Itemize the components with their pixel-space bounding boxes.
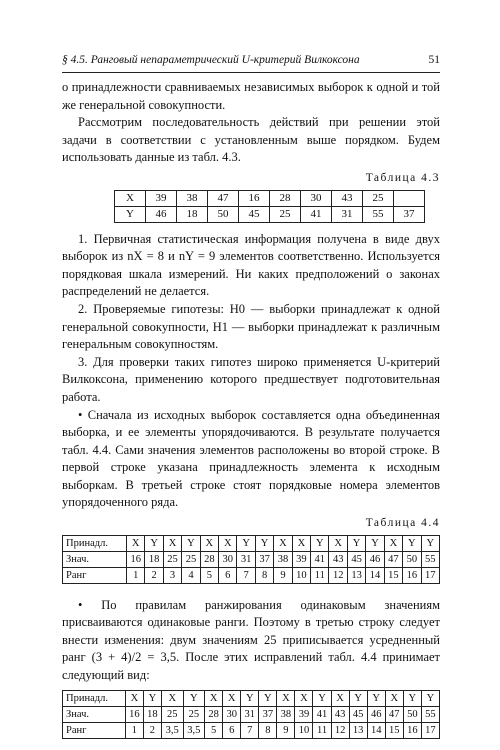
- table-cell: 13: [349, 722, 367, 738]
- table-cell: 8: [259, 722, 277, 738]
- table-cell: 37: [255, 551, 273, 567]
- table-cell: [394, 190, 425, 206]
- table-cell: X: [163, 535, 181, 551]
- row-header-cell: Знач.: [63, 706, 126, 722]
- table-cell: 30: [301, 190, 332, 206]
- table-row: [63, 690, 440, 706]
- table-cell: 16: [239, 190, 270, 206]
- table-cell: Y: [403, 690, 421, 706]
- table-cell: 16: [127, 551, 145, 567]
- table-cell: 17: [421, 722, 439, 738]
- table-cell: 25: [363, 190, 394, 206]
- table-cell: 3,5: [161, 722, 183, 738]
- table-cell: 14: [366, 567, 384, 583]
- table-row: [115, 206, 425, 222]
- table-cell: 2: [143, 722, 161, 738]
- page-number: 51: [428, 54, 440, 66]
- table-cell: 16: [403, 567, 421, 583]
- header-rule: [62, 72, 440, 73]
- table-cell: 3: [163, 567, 181, 583]
- table-cell: 47: [208, 190, 239, 206]
- table-cell: Y: [145, 535, 163, 551]
- table-row: [115, 190, 425, 206]
- table-cell: 28: [200, 551, 218, 567]
- table-cell: 10: [295, 722, 313, 738]
- table-cell: X: [331, 690, 349, 706]
- table-cell: 18: [145, 551, 163, 567]
- table-cell: 10: [292, 567, 310, 583]
- table-cell: Y: [421, 690, 439, 706]
- row-header-cell: Y: [115, 206, 146, 222]
- table-cell: 7: [237, 567, 255, 583]
- paragraph: • Сначала из исходных выборок составляется одна объединенная выборка, и ее элементы упорядочиваются. В результате получается табл. 4.4. Сами значения элементов расположены во второй строке. В первой строке указана принадлежность элемента к исходным выборкам. В третьей строке стоят порядковые номера элементов упорядоченного ряда.: [62, 407, 440, 510]
- table-cell: X: [329, 535, 347, 551]
- table-cell: 16: [125, 706, 143, 722]
- table-cell: 30: [219, 551, 237, 567]
- table-cell: 9: [274, 567, 292, 583]
- table-cell: 25: [161, 706, 183, 722]
- table-cell: Y: [143, 690, 161, 706]
- table-cell: 2: [145, 567, 163, 583]
- paragraph: 2. Проверяемые гипотезы: H0 — выборки принадлежат к одной генеральной совокупности, H1 — выборки принадлежат к различным генеральным совокупностям.: [62, 301, 440, 352]
- row-header-cell: Принадл.: [63, 690, 126, 706]
- row-header-cell: Принадл.: [63, 535, 127, 551]
- table-cell: X: [277, 690, 295, 706]
- table-cell: 18: [143, 706, 161, 722]
- table-cell: 39: [292, 551, 310, 567]
- table-cell: Y: [349, 690, 367, 706]
- page-body: [62, 79, 440, 747]
- table-cell: X: [295, 690, 313, 706]
- table-cell: 1: [125, 722, 143, 738]
- table-cell: 28: [205, 706, 223, 722]
- table-cell: 13: [347, 567, 365, 583]
- table-cell: 41: [311, 551, 329, 567]
- table-cell: 55: [421, 551, 439, 567]
- table-cell: 38: [277, 706, 295, 722]
- table-cell: Y: [255, 535, 273, 551]
- table-cell: 18: [177, 206, 208, 222]
- table-cell: 12: [329, 567, 347, 583]
- table-cell: 28: [270, 190, 301, 206]
- table-cell: Y: [237, 535, 255, 551]
- table-cell: 47: [385, 706, 403, 722]
- table-cell: Y: [403, 535, 421, 551]
- table-cell: 38: [274, 551, 292, 567]
- table-row: [63, 567, 440, 583]
- table-cell: X: [384, 535, 402, 551]
- row-header-cell: X: [115, 190, 146, 206]
- table-cell: 50: [208, 206, 239, 222]
- table-cell: 55: [363, 206, 394, 222]
- table-cell: 41: [301, 206, 332, 222]
- table-cell: Y: [313, 690, 331, 706]
- data-table-4-3: [114, 190, 425, 223]
- table-cell: 37: [394, 206, 425, 222]
- table-cell: 25: [270, 206, 301, 222]
- table-cell: 39: [146, 190, 177, 206]
- table-cell: 43: [331, 706, 349, 722]
- table-cell: X: [200, 535, 218, 551]
- paragraph: Рассмотрим последовательность действий при решении этой задачи в соответствии с установленным выше порядком. Будем использовать данные из табл. 4.3.: [62, 115, 440, 165]
- table-cell: Y: [347, 535, 365, 551]
- table-cell: 7: [241, 722, 259, 738]
- table-cell: 30: [223, 706, 241, 722]
- table-cell: 50: [403, 706, 421, 722]
- table-cell: 14: [367, 722, 385, 738]
- table-cell: 45: [347, 551, 365, 567]
- table-cell: X: [219, 535, 237, 551]
- data-table-ranked: [62, 690, 440, 739]
- table-cell: 8: [255, 567, 273, 583]
- table-cell: X: [223, 690, 241, 706]
- table-cell: 46: [366, 551, 384, 567]
- table-row: [63, 706, 440, 722]
- table-cell: X: [292, 535, 310, 551]
- running-title: § 4.5. Ранговый непараметрический U-критерий Вилкоксона: [62, 54, 360, 66]
- table-cell: 11: [313, 722, 331, 738]
- table-cell: 6: [219, 567, 237, 583]
- paragraph: 3. Для проверки таких гипотез широко применяется U-критерий Вилкоксона, применению которого предшествует подготовительная работа.: [62, 354, 440, 404]
- running-header: [62, 54, 440, 66]
- table-cell: Y: [311, 535, 329, 551]
- table-cell: Y: [183, 690, 205, 706]
- table-cell: Y: [367, 690, 385, 706]
- table-cell: 15: [384, 567, 402, 583]
- table-cell: 37: [259, 706, 277, 722]
- table-cell: X: [127, 535, 145, 551]
- table-cell: 47: [384, 551, 402, 567]
- table-cell: 3,5: [183, 722, 205, 738]
- table-cell: 43: [332, 190, 363, 206]
- table-cell: 25: [163, 551, 181, 567]
- table-cell: 9: [277, 722, 295, 738]
- table-caption: Таблица 4.3: [365, 171, 440, 184]
- table-cell: 41: [313, 706, 331, 722]
- row-header-cell: Знач.: [63, 551, 127, 567]
- paragraph: 1. Первичная статистическая информация получена в виде двух выборок из nX = 8 и nY = 9 элементов соответственно. Используется порядковая шкала измерений. Ни каких предположений о законах распределений не делается.: [62, 231, 440, 299]
- table-cell: 38: [177, 190, 208, 206]
- table-cell: X: [385, 690, 403, 706]
- table-cell: X: [205, 690, 223, 706]
- table-cell: 16: [403, 722, 421, 738]
- table-cell: 11: [311, 567, 329, 583]
- table-cell: Y: [421, 535, 439, 551]
- table-cell: X: [125, 690, 143, 706]
- table-cell: 15: [385, 722, 403, 738]
- table-cell: 5: [205, 722, 223, 738]
- table-cell: 1: [127, 567, 145, 583]
- table-cell: 39: [295, 706, 313, 722]
- table-cell: 31: [332, 206, 363, 222]
- data-table-4-4: [62, 535, 440, 584]
- table-row: [63, 551, 440, 567]
- table-cell: Y: [366, 535, 384, 551]
- row-header-cell: Ранг: [63, 567, 127, 583]
- table-cell: 5: [200, 567, 218, 583]
- table-cell: 45: [239, 206, 270, 222]
- table-caption: Таблица 4.4: [365, 517, 440, 530]
- table-cell: 45: [349, 706, 367, 722]
- table-cell: X: [274, 535, 292, 551]
- table-cell: 17: [421, 567, 439, 583]
- table-cell: 12: [331, 722, 349, 738]
- table-cell: Y: [259, 690, 277, 706]
- paragraph: о принадлежности сравниваемых независимых выборок к одной и той же генеральной совокупности.: [62, 80, 440, 112]
- table-cell: 50: [403, 551, 421, 567]
- table-cell: 43: [329, 551, 347, 567]
- table-cell: 46: [367, 706, 385, 722]
- table-cell: Y: [241, 690, 259, 706]
- table-cell: X: [161, 690, 183, 706]
- paragraph: • По правилам ранжирования одинаковым значениям присваиваются одинаковые ранги. Поэтому в третью строку следует внести изменения: двум значениям 25 приписывается усредненный ранг (3 + 4)/2 = 3,5. После этих исправлений табл. 4.4 принимает следующий вид:: [62, 597, 440, 683]
- table-row: [63, 535, 440, 551]
- table-row: [63, 722, 440, 738]
- table-cell: 25: [182, 551, 200, 567]
- table-cell: 31: [241, 706, 259, 722]
- table-cell: 31: [237, 551, 255, 567]
- table-cell: Y: [182, 535, 200, 551]
- row-header-cell: Ранг: [63, 722, 126, 738]
- table-cell: 46: [146, 206, 177, 222]
- table-cell: 4: [182, 567, 200, 583]
- table-cell: 6: [223, 722, 241, 738]
- table-cell: 55: [421, 706, 439, 722]
- table-cell: 25: [183, 706, 205, 722]
